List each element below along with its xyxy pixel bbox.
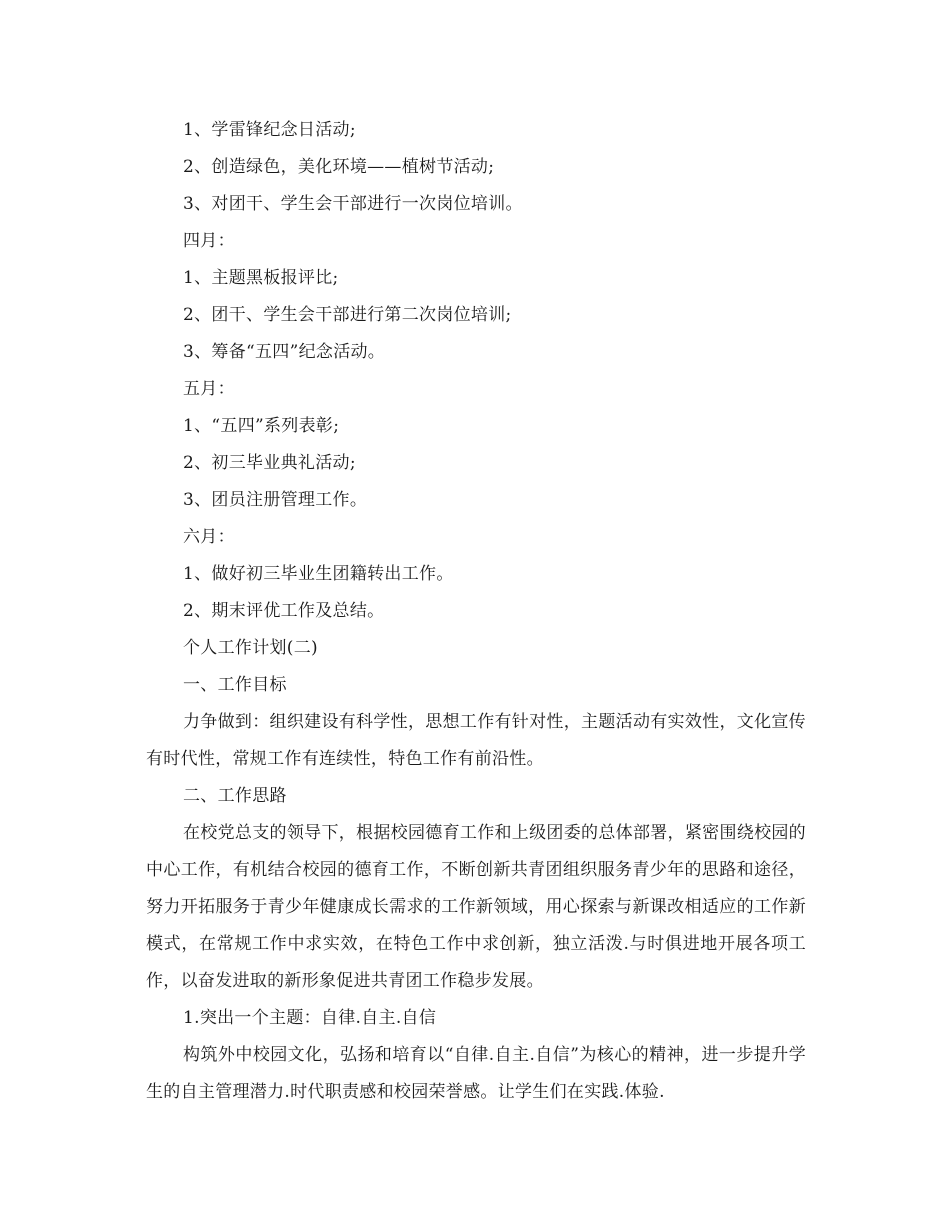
text-line: 1、学雷锋纪念日活动; — [183, 120, 356, 140]
month-heading-june: 六月： — [183, 527, 235, 547]
text-line: 2、初三毕业典礼活动; — [183, 453, 356, 473]
document-subtitle: 个人工作计划(二) — [183, 638, 318, 658]
text-line: 2、团干、学生会干部进行第二次岗位培训; — [183, 305, 512, 325]
month-heading-may: 五月： — [183, 379, 235, 399]
goal-paragraph: 力争做到：组织建设有科学性，思想工作有针对性，主题活动有实效性，文化宣传有时代性，常规工作有连续性，特色工作有前沿性。 — [146, 712, 806, 769]
section-heading-approach: 二、工作思路 — [183, 786, 287, 806]
text-line: 1、做好初三毕业生团籍转出工作。 — [183, 564, 454, 584]
approach-paragraph: 在校党总支的领导下，根据校园德育工作和上级团委的总体部署，紧密围绕校园的中心工作，有机结合校园的德育工作，不断创新共青团组织服务青少年的思路和途径，努力开拓服务于青少年健康成长需求的工作新领域，用心探索与新课改相适应的工作新模式，在常规工作中求实效，在特色工作中求创新，独立活泼.与时俱进地开展各项工作，以奋发进取的新形象促进共青团工作稳步发展。 — [146, 823, 806, 991]
text-line: 3、对团干、学生会干部进行一次岗位培训。 — [183, 194, 523, 214]
text-line: 3、团员注册管理工作。 — [183, 490, 368, 510]
section-heading-goals: 一、工作目标 — [183, 675, 287, 695]
document-page — [146, 112, 806, 1111]
text-line: 1、主题黑板报评比; — [183, 268, 339, 288]
text-line: 1、“五四”系列表彰; — [183, 416, 340, 436]
month-heading-april: 四月： — [183, 231, 235, 251]
item1-heading: 1.突出一个主题：自律.自主.自信 — [183, 1008, 437, 1028]
text-line: 2、期末评优工作及总结。 — [183, 601, 385, 621]
item1-paragraph: 构筑外中校园文化，弘扬和培育以“自律.自主.自信”为核心的精神，进一步提升学生的自主管理潜力.时代职责感和校园荣誉感。让学生们在实践.体验. — [146, 1045, 806, 1102]
text-line: 3、筹备“五四”纪念活动。 — [183, 342, 386, 362]
text-line: 2、创造绿色，美化环境——植树节活动; — [183, 157, 495, 177]
